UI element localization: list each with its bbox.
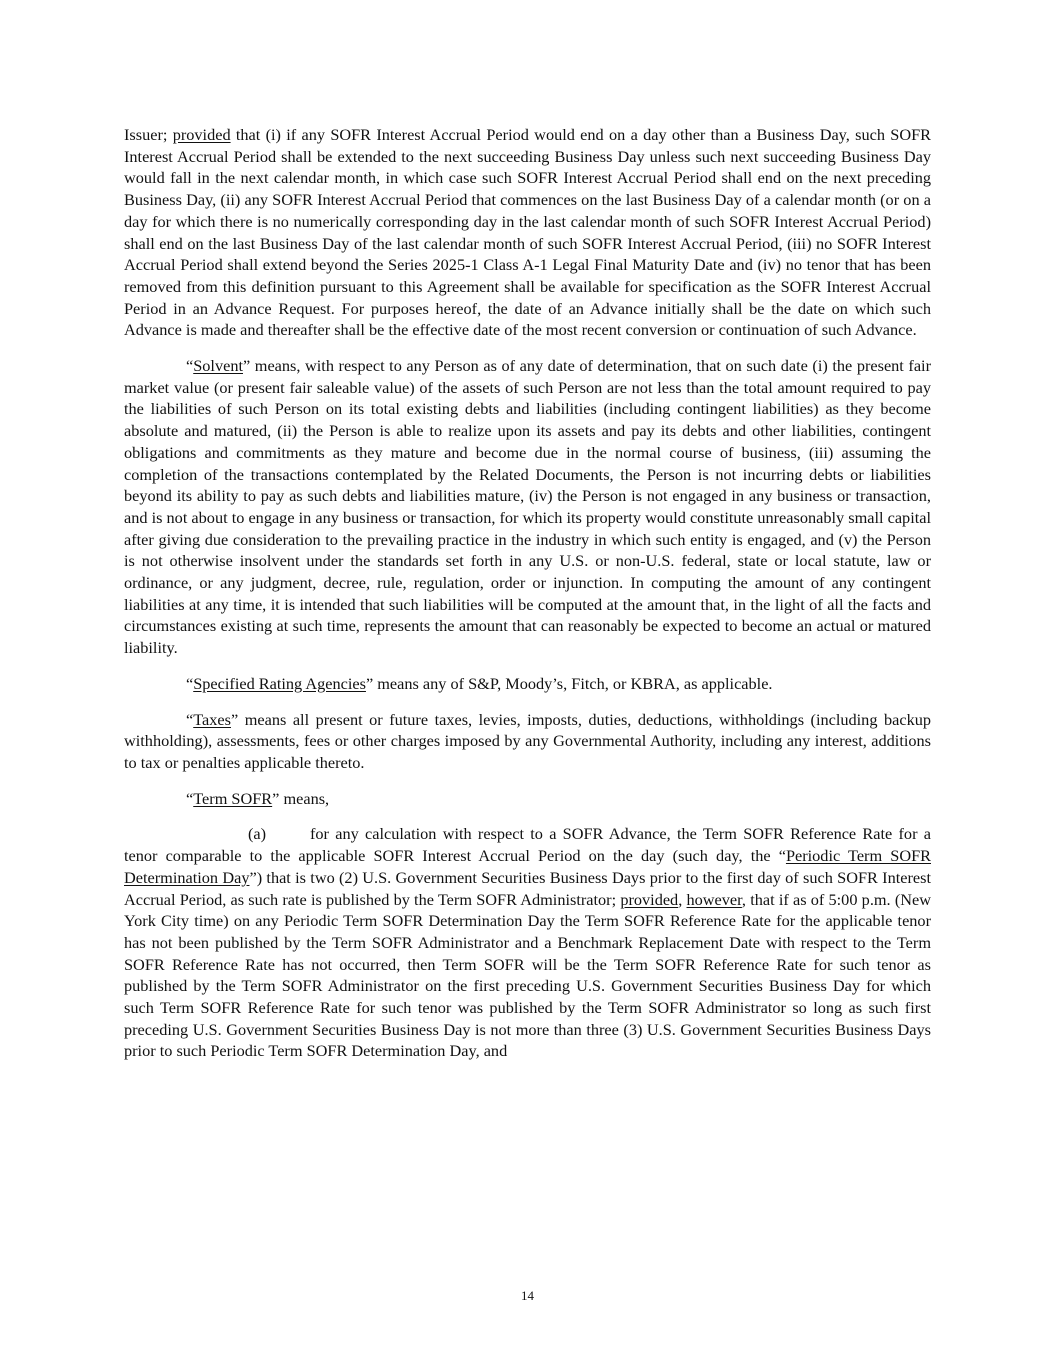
term-sofr-clause-a (124, 823, 931, 1062)
open-quote: “ (186, 709, 194, 729)
term-sofr-definition (124, 788, 931, 810)
provided-term: provided (172, 125, 231, 144)
clause-a-text-3: , (678, 889, 687, 909)
page-number: 14 (521, 1288, 534, 1303)
taxes-definition (124, 709, 931, 774)
open-quote: “ (186, 673, 194, 693)
defined-term-periodic-term-sofr-determination-day: Periodic Term SOFR Determination Day (124, 846, 931, 887)
clause-number: (a) (248, 824, 267, 844)
defined-term-term-sofr: Term SOFR (193, 788, 273, 808)
document-page (124, 124, 931, 1076)
however-term: however (686, 889, 742, 909)
p1-text-1: Issuer; (124, 125, 173, 144)
p1-text-2: that (i) if any SOFR Interest Accrual Period would end on a day other than a Business Day, such SOFR Interest Accrual Period shall be extended to the next succeeding Business Day unless such next succeeding Business Day would fall in the next calendar month, in which case such SOFR Interest Accrual Period shall end on the next preceding Business Day, (ii) any SOFR Interest Accrual Period that commences on the last Business Day of a calendar month (or on a day for which there is no numerically corresponding day in the last calendar month of such SOFR Interest Accrual Period) shall end on the last Business Day of the last calendar month of such SOFR Interest Accrual Period, (iii) no SOFR Interest Accrual Period shall extend beyond the Series 2025-1 Class A-1 Legal Final Maturity Date and (iv) no tenor that has been removed from this definition pursuant to this Agreement shall be available for specification as the SOFR Interest Accrual Period in an Advance Request. For purposes hereof, the date of an Advance initially shall be the date on which such Advance is made and thereafter shall be the effective date of the most recent conversion or continuation of such Advance. (124, 125, 931, 340)
taxes-definition-text: ” means all present or future taxes, levies, imposts, duties, deductions, withholdings (including backup withholding), assessments, fees or other charges imposed by any Governmental Authority, including any interest, additions to tax or penalties applicable thereto. (124, 709, 931, 772)
term-sofr-definition-text: ” means, (272, 788, 330, 808)
clause-a-text-2: ”) that is two (2) U.S. Government Securities Business Days prior to the first day of such SOFR Interest Accrual Period, as such rate is published by the Term SOFR Administrator; (124, 867, 931, 909)
clause-a-text-4: , that if as of 5:00 p.m. (New York City time) on any Periodic Term SOFR Determination Day the Term SOFR Reference Rate for the applicable tenor has not been published by the Term SOFR Administrator and a Benchmark Replacement Date with respect to the Term SOFR Reference Rate has not occurred, then Term SOFR will be the Term SOFR Reference Rate for such tenor as published by the Term SOFR Administrator on the first preceding U.S. Government Securities Business Day for which such Term SOFR Reference Rate for such tenor was published by the Term SOFR Administrator so long as such first preceding U.S. Government Securities Business Day is not more than three (3) U.S. Government Securities Business Days prior to such Periodic Term SOFR Determination Day, and (124, 889, 932, 1061)
provided-term: provided (620, 889, 679, 909)
solvent-definition-text: ” means, with respect to any Person as of any date of determination, that on such date (i) the present fair market value (or present fair saleable value) of the assets of such Person are not less than the total amount required to pay the liabilities of such Person on its total existing debts and liabilities (including contingent liabilities) as they become absolute and matured, (ii) the Person is able to realize upon its assets and pay its debts and other liabilities, contingent obligations and commitments as they mature and become due in the normal course of business, (iii) assuming the completion of the transactions contemplated by the Related Documents, the Person is not incurring debts or liabilities beyond its ability to pay as such debts and liabilities mature, (iv) the Person is not engaged in any business or transaction, and is not about to engage in any business or transaction, for which its property would constitute unreasonably small capital after giving due consideration to the prevailing practice in the industry in which such entity is engaged, and (v) the Person is not otherwise insolvent under the standards set forth in any U.S. or non-U.S. federal, state or local statute, law or ordinance, or any judgment, decree, rule, regulation, order or injunction. In computing the amount of any contingent liabilities at any time, it is intended that such liabilities will be computed at the amount that, in the light of all the facts and circumstances existing at such time, represents the amount that can reasonably be expected to become an actual or matured liability. (124, 356, 931, 658)
defined-term-specified-rating-agencies: Specified Rating Agencies (193, 673, 366, 693)
open-quote: “ (186, 788, 194, 808)
specified-rating-agencies-text: ” means any of S&P, Moody’s, Fitch, or KBRA, as applicable. (365, 673, 773, 693)
clause-a-text-1: for any calculation with respect to a SOFR Advance, the Term SOFR Reference Rate for a tenor comparable to the applicable SOFR Interest Accrual Period on the day (such day, the “ (124, 824, 931, 866)
defined-term-taxes: Taxes (193, 709, 231, 729)
open-quote: “ (186, 356, 194, 376)
defined-term-solvent: Solvent (193, 356, 243, 376)
specified-rating-agencies-definition (124, 673, 931, 695)
sofr-interest-accrual-period-paragraph (124, 124, 931, 341)
solvent-definition (124, 355, 931, 659)
